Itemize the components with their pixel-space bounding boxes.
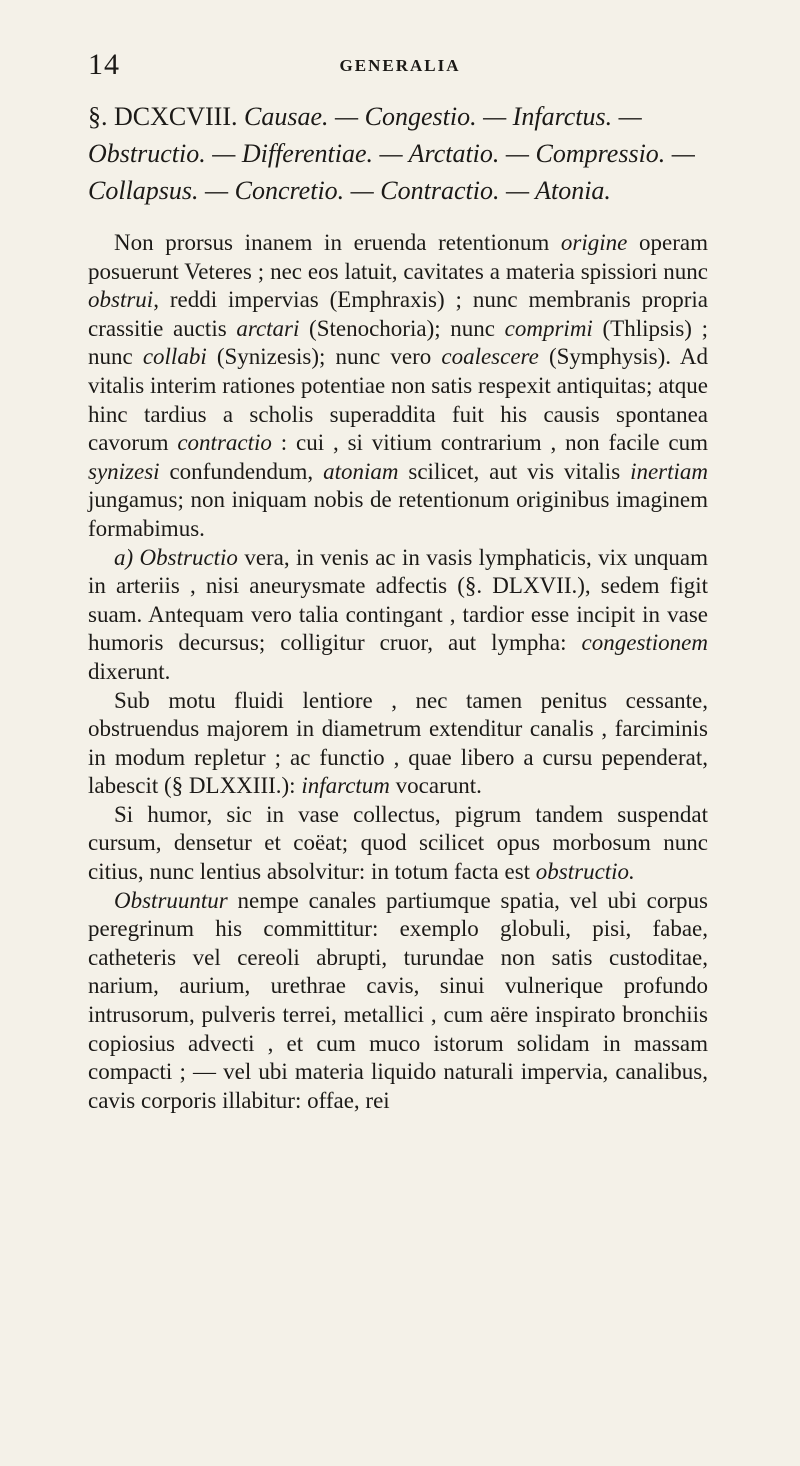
section-heading — [88, 98, 708, 209]
italic-term: Obstruuntur — [114, 887, 228, 913]
paragraph — [88, 801, 708, 887]
text-run: vera, in venis ac in vasis lymphaticis, vix unquam in arteriis , nisi aneurysmate adfectis (§. DLXVII.), sedem figit suam. Antequam vero talia contingant , tardior esse incipit in vase humoris decursus; colligitur cruor, aut lympha: — [88, 544, 708, 656]
italic-term: synizesi — [88, 458, 160, 484]
paragraph-list — [88, 229, 708, 1115]
italic-term: congestionem — [581, 630, 708, 656]
italic-term: obstrui — [88, 287, 154, 313]
page-number: 14 — [88, 48, 120, 81]
page-body — [88, 98, 708, 1115]
running-title: GENERALIA — [339, 56, 461, 75]
text-run: dixerunt. — [88, 658, 171, 684]
text-run: scilicet, aut vis vitalis — [398, 458, 631, 484]
italic-term: collabi — [142, 344, 207, 370]
text-run: operam posuerunt Veteres ; nec eos latuit, cavitates a materia spissiori nunc — [88, 230, 709, 284]
text-run: jungamus; non iniquam nobis de retentionum originibus imaginem formabimus. — [88, 487, 708, 541]
text-run: : cui , si vitium contrarium , non facile cum — [271, 430, 709, 456]
text-run: nempe canales partiumque spatia, vel ubi corpus peregrinum his committitur: exemplo globuli, pisi, fabae, catheteris vel cereoli abrupti, turundae non satis custoditae, narium, aurium, urethrae cavis, sinui vulnerique profundo intrusorum, pulveris terrei, metallici , cum aëre inspirato bronchiis copiosius advecti , et cum muco istorum solidam in massam compacti ; — vel ubi materia liquido naturali impervia, canalibus, cavis corporis illabitur: offae, rei — [88, 887, 708, 1113]
italic-term: obstructio. — [535, 859, 635, 885]
italic-term: atoniam — [323, 458, 399, 484]
section-topics: Causae. — Congestio. — Infarctus. — Obstructio. — Differentiae. — Arctatio. — Compressio. — Collapsus. — Concretio. — Contractio. — Atonia. — [88, 102, 695, 205]
paragraph — [88, 687, 708, 801]
italic-term: infarctum — [301, 773, 390, 799]
italic-term: origine — [560, 230, 628, 255]
text-run: confundendum, — [159, 458, 324, 484]
text-run: vocarunt. — [389, 773, 482, 799]
italic-term: coalescere — [441, 344, 539, 370]
italic-term: comprimi — [504, 315, 593, 341]
text-run: (Thlipsis) ; nunc — [88, 315, 708, 370]
text-run: Si humor, sic in vase collectus, pigrum tandem suspendat cursum, densetur et coëat; quod scilicet opus morbosum nunc citius, nunc lentius absolvitur: in totum facta est — [88, 801, 708, 885]
text-run: Non prorsus inanem in eruenda retentionum — [114, 230, 561, 255]
text-run: Sub motu fluidi lentiore , nec tamen penitus cessante, obstruendus majorem in diametrum extenditur canalis , farciminis in modum repletur ; ac functio , quae libero a cursu pependerat, labescit (§ DLXXIII.): — [88, 687, 708, 799]
text-run: (Stenochoria); nunc — [299, 315, 505, 341]
text-run: , reddi impervias (Emphraxis) ; nunc membranis propria crassitie auctis — [88, 287, 708, 341]
section-number: §. DCXCVIII. — [88, 102, 238, 131]
paragraph — [88, 544, 708, 687]
italic-term: a) Obstructio — [114, 544, 238, 570]
text-run: (Synizesis); nunc vero — [206, 344, 442, 370]
running-head — [88, 48, 712, 88]
italic-term: inertiam — [630, 458, 709, 484]
paragraph — [88, 887, 708, 1116]
paragraph — [88, 229, 708, 544]
text-run: (Symphysis). Ad vitalis interim rationes potentiae non satis respexit antiquitas; atque hinc tardius a scholis superaddita fuit his causis spontanea cavorum — [88, 344, 708, 456]
italic-term: contractio — [177, 430, 272, 456]
italic-term: arctari — [236, 315, 300, 341]
